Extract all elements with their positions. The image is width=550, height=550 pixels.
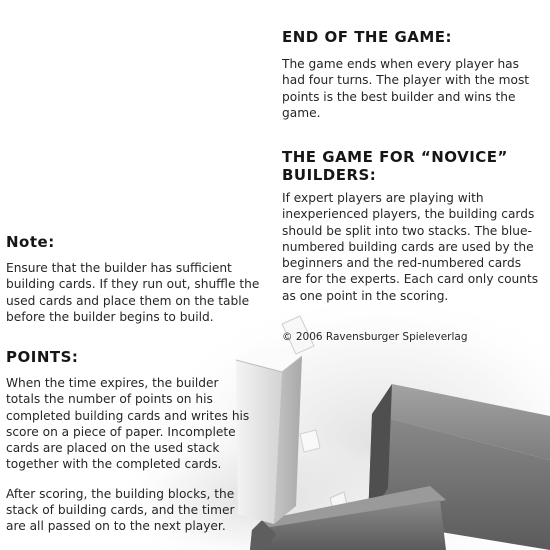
end-of-game-heading: END OF THE GAME: xyxy=(282,28,453,46)
points-text-scoring: When the time expires, the builder totals the number of points on his completed building cards and writes his score on a piece of paper. Incomplete cards are placed on the used stack together with the completed cards. xyxy=(6,376,250,472)
note-heading: Note: xyxy=(6,233,55,251)
note-section xyxy=(6,233,271,325)
points-section xyxy=(6,348,254,535)
end-of-game-text: The game ends when every player has had four turns. The player with the most points is the best builder and wins the game. xyxy=(282,57,530,120)
points-text-pass-on: After scoring, the building blocks, the stack of building cards, and the timer are all passed on to the next player. xyxy=(6,486,235,534)
novice-builders-heading xyxy=(282,148,544,184)
novice-heading-line2: BUILDERS: xyxy=(282,166,377,184)
novice-builders-section xyxy=(282,148,544,304)
note-text: Ensure that the builder has sufficient building cards. If they run out, shuffle the used cards and place them on the table before the builder begins to build. xyxy=(6,261,260,324)
novice-heading-line1: THE GAME FOR “NOVICE” xyxy=(282,148,508,166)
points-heading: POINTS: xyxy=(6,348,79,366)
copyright-notice: © 2006 Ravensburger Spieleverlag xyxy=(282,331,468,343)
novice-builders-text: If expert players are playing with inexperienced players, the building cards should be split into two stacks. The blue-numbered building cards are used by the beginners and the red-numbered cards are for the experts. Each card only counts as one point in the scoring. xyxy=(282,191,539,303)
scattered-card xyxy=(300,430,320,452)
end-of-game-section xyxy=(282,28,544,121)
